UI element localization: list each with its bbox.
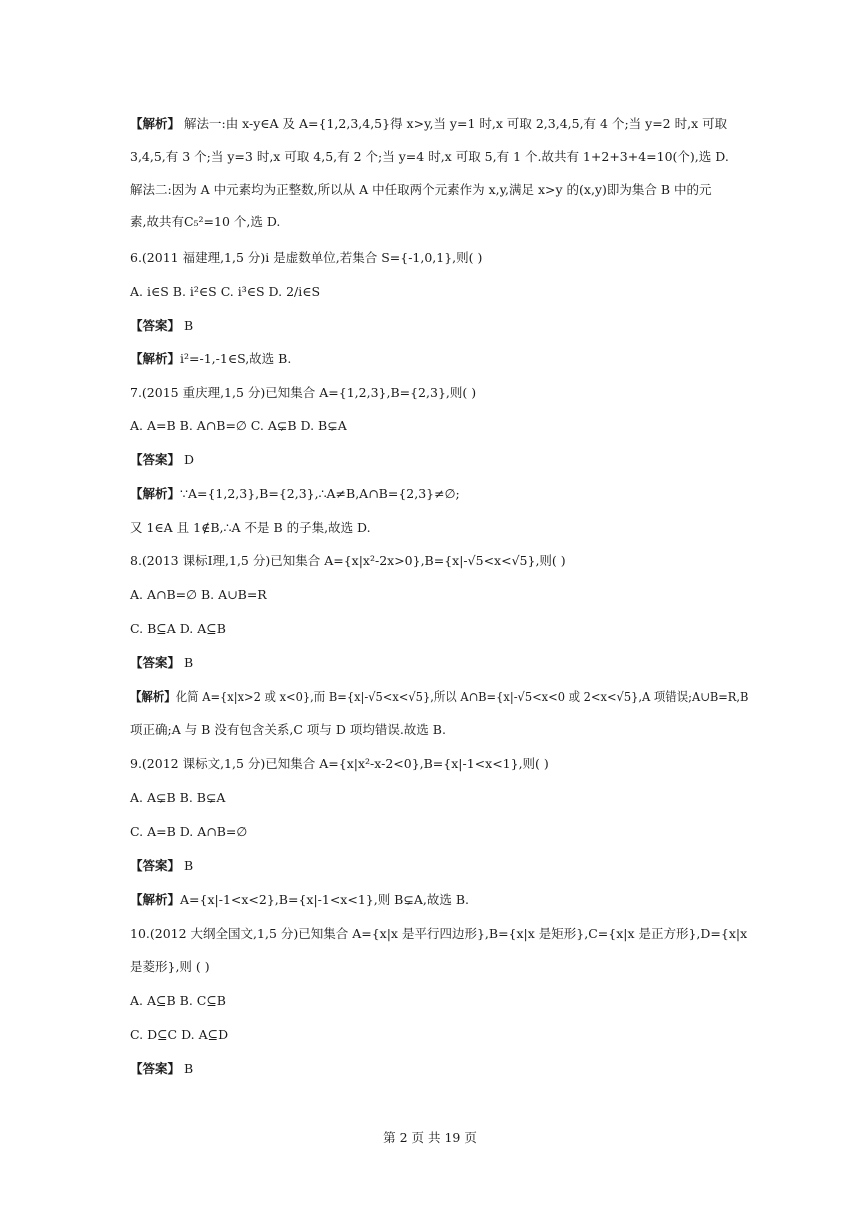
line-text: 3,4,5,有 3 个;当 y=3 时,x 可取 4,5,有 2 个;当 y=4 时,x 可取 5,有 1 个.故共有 1+2+3+4=10(个),选 D. bbox=[130, 149, 729, 164]
text-line bbox=[130, 149, 729, 165]
line-text: 9.(2012 课标文,1,5 分)已知集合 A={x|x²-x-2<0},B={x|-1<x<1},则( ) bbox=[130, 756, 549, 771]
answer-line bbox=[130, 318, 193, 334]
line-text: 7.(2015 重庆理,1,5 分)已知集合 A={1,2,3},B={2,3},则( ) bbox=[130, 385, 477, 400]
line-text: C. A=B D. A∩B=∅ bbox=[130, 824, 248, 839]
page-footer: 第 2 页 共 19 页 bbox=[383, 1130, 477, 1145]
line-text: C. D⊆C D. A⊆D bbox=[130, 1027, 229, 1042]
question-10 bbox=[130, 926, 747, 942]
analysis-line bbox=[130, 351, 291, 367]
line-text: A. A∩B=∅ B. A∪B=R bbox=[130, 587, 267, 602]
line-text: A. A⊆B B. C⊆B bbox=[130, 993, 226, 1008]
analysis-line bbox=[130, 486, 460, 502]
options-line bbox=[130, 587, 267, 603]
line-text: A={x|-1<x<2},B={x|-1<x<1},则 B⊊A,故选 B. bbox=[180, 892, 469, 907]
options-line bbox=[130, 621, 226, 637]
line-text: B bbox=[180, 1061, 194, 1076]
line-text: 项正确;A 与 B 没有包含关系,C 项与 D 项均错误.故选 B. bbox=[130, 722, 446, 737]
line-text: A. i∈S B. i²∈S C. i³∈S D. 2/i∈S bbox=[130, 284, 321, 299]
line-text: 是菱形},则 ( ) bbox=[130, 959, 210, 974]
line-text: 又 1∈A 且 1∉B,∴A 不是 B 的子集,故选 D. bbox=[130, 520, 371, 535]
line-label: 【答案】 bbox=[130, 318, 181, 333]
line-label: 【答案】 bbox=[130, 655, 181, 670]
line-label: 【解析】 bbox=[130, 351, 181, 366]
line-text: B bbox=[180, 858, 194, 873]
text-line bbox=[130, 182, 712, 198]
analysis-line bbox=[130, 689, 748, 705]
line-text: A. A⊊B B. B⊊A bbox=[130, 790, 226, 805]
line-text: 化简 A={x|x>2 或 x<0},而 B={x|-√5<x<√5},所以 A∩B={x|-√5<x<0 或 2<x<√5},A 项错误;A∪B=R,B bbox=[175, 689, 749, 704]
question-9 bbox=[130, 756, 549, 772]
line-text: 解法一:由 x-y∈A 及 A={1,2,3,4,5}得 x>y,当 y=1 时,x 可取 2,3,4,5,有 4 个;当 y=2 时,x 可取 bbox=[180, 116, 728, 131]
line-text: 6.(2011 福建理,1,5 分)i 是虚数单位,若集合 S={-1,0,1},则( ) bbox=[130, 250, 483, 265]
line-text: ∵A={1,2,3},B={2,3},∴A≠B,A∩B={2,3}≠∅; bbox=[180, 486, 460, 501]
line-label: 【解析】 bbox=[130, 689, 176, 704]
question-6 bbox=[130, 250, 482, 266]
line-label: 【答案】 bbox=[130, 1061, 181, 1076]
line-text: D bbox=[180, 452, 195, 467]
answer-line bbox=[130, 452, 194, 468]
line-label: 【答案】 bbox=[130, 858, 181, 873]
line-text: A. A=B B. A∩B=∅ C. A⊊B D. B⊊A bbox=[130, 418, 347, 433]
question-7 bbox=[130, 385, 476, 401]
line-text: B bbox=[180, 655, 194, 670]
answer-line bbox=[130, 655, 193, 671]
answer-line bbox=[130, 1061, 193, 1077]
options-line bbox=[130, 790, 225, 806]
analysis-line bbox=[130, 892, 469, 908]
options-line bbox=[130, 824, 247, 840]
options-line bbox=[130, 418, 347, 434]
line-text: 10.(2012 大纲全国文,1,5 分)已知集合 A={x|x 是平行四边形},B={x|x 是矩形},C={x|x 是正方形},D={x|x bbox=[130, 926, 748, 941]
analysis-line bbox=[130, 116, 727, 132]
text-line bbox=[130, 520, 371, 536]
text-line bbox=[130, 722, 446, 738]
options-line bbox=[130, 993, 226, 1009]
answer-line bbox=[130, 858, 193, 874]
line-label: 【解析】 bbox=[130, 892, 181, 907]
line-text: 解法二:因为 A 中元素均为正整数,所以从 A 中任取两个元素作为 x,y,满足 x>y 的(x,y)即为集合 B 中的元 bbox=[130, 182, 712, 197]
text-line bbox=[130, 214, 280, 230]
options-line bbox=[130, 284, 320, 300]
line-text: B bbox=[180, 318, 194, 333]
line-text: 8.(2013 课标Ⅰ理,1,5 分)已知集合 A={x|x²-2x>0},B={x|-√5<x<√5},则( ) bbox=[130, 553, 566, 568]
line-label: 【解析】 bbox=[130, 116, 181, 131]
line-label: 【答案】 bbox=[130, 452, 181, 467]
line-text: i²=-1,-1∈S,故选 B. bbox=[180, 351, 292, 366]
line-text: C. B⊆A D. A⊆B bbox=[130, 621, 226, 636]
question-8 bbox=[130, 553, 566, 569]
line-label: 【解析】 bbox=[130, 486, 181, 501]
text-line bbox=[130, 959, 210, 975]
options-line bbox=[130, 1027, 228, 1043]
line-text: 素,故共有C₅²=10 个,选 D. bbox=[130, 214, 281, 229]
